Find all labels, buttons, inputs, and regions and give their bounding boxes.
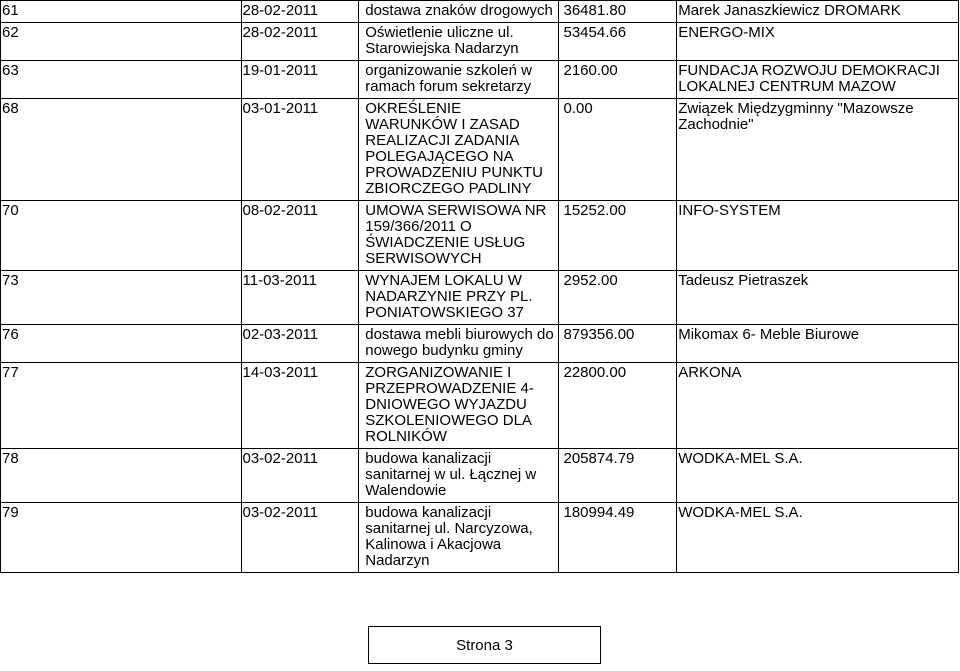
amount-cell: 2160.00 xyxy=(559,61,677,99)
date-cell: 14-03-2011 xyxy=(241,363,359,449)
date-cell: 28-02-2011 xyxy=(241,23,359,61)
contractor-cell: Marek Janaszkiewicz DROMARK xyxy=(677,1,959,23)
date-cell: 19-01-2011 xyxy=(241,61,359,99)
row-number-cell: 77 xyxy=(1,363,242,449)
subject-cell: OKREŚLENIE WARUNKÓW I ZASAD REALIZACJI ZADANIA POLEGAJĄCEGO NA PROWADZENIU PUNKTU ZBIORCZEGO PADLINY xyxy=(359,99,559,201)
date-cell: 03-02-2011 xyxy=(241,449,359,503)
subject-cell: budowa kanalizacji sanitarnej w ul. Łącznej w Walendowie xyxy=(359,449,559,503)
row-number-cell: 63 xyxy=(1,61,242,99)
contractor-cell: Związek Międzygminny "Mazowsze Zachodnie" xyxy=(677,99,959,201)
table-row xyxy=(1,503,959,573)
amount-cell: 205874.79 xyxy=(559,449,677,503)
contractor-cell: INFO-SYSTEM xyxy=(677,201,959,271)
date-cell: 03-02-2011 xyxy=(241,503,359,573)
amount-cell: 53454.66 xyxy=(559,23,677,61)
subject-cell: ZORGANIZOWANIE I PRZEPROWADZENIE 4-DNIOWEGO WYJAZDU SZKOLENIOWEGO DLA ROLNIKÓW xyxy=(359,363,559,449)
row-number-cell: 73 xyxy=(1,271,242,325)
date-cell: 03-01-2011 xyxy=(241,99,359,201)
table-row xyxy=(1,449,959,503)
row-number-cell: 62 xyxy=(1,23,242,61)
contractor-cell: WODKA-MEL S.A. xyxy=(677,449,959,503)
row-number-cell: 70 xyxy=(1,201,242,271)
row-number-cell: 76 xyxy=(1,325,242,363)
row-number-cell: 61 xyxy=(1,1,242,23)
table-row xyxy=(1,325,959,363)
amount-cell: 879356.00 xyxy=(559,325,677,363)
date-cell: 11-03-2011 xyxy=(241,271,359,325)
row-number-cell: 68 xyxy=(1,99,242,201)
subject-cell: dostawa znaków drogowych xyxy=(359,1,559,23)
date-cell: 28-02-2011 xyxy=(241,1,359,23)
amount-cell: 15252.00 xyxy=(559,201,677,271)
row-number-cell: 79 xyxy=(1,503,242,573)
amount-cell: 36481.80 xyxy=(559,1,677,23)
subject-cell: organizowanie szkoleń w ramach forum sekretarzy xyxy=(359,61,559,99)
contractor-cell: FUNDACJA ROZWOJU DEMOKRACJI LOKALNEJ CENTRUM MAZOW xyxy=(677,61,959,99)
table-row xyxy=(1,201,959,271)
contracts-table-body xyxy=(1,1,959,573)
subject-cell: dostawa mebli biurowych do nowego budynku gminy xyxy=(359,325,559,363)
subject-cell: UMOWA SERWISOWA NR 159/366/2011 O ŚWIADCZENIE USŁUG SERWISOWYCH xyxy=(359,201,559,271)
amount-cell: 2952.00 xyxy=(559,271,677,325)
contractor-cell: Mikomax 6- Meble Biurowe xyxy=(677,325,959,363)
amount-cell: 180994.49 xyxy=(559,503,677,573)
table-row xyxy=(1,271,959,325)
subject-cell: budowa kanalizacji sanitarnej ul. Narcyzowa, Kalinowa i Akacjowa Nadarzyn xyxy=(359,503,559,573)
subject-cell: Oświetlenie uliczne ul. Starowiejska Nadarzyn xyxy=(359,23,559,61)
page-footer xyxy=(368,626,601,664)
date-cell: 08-02-2011 xyxy=(241,201,359,271)
row-number-cell: 78 xyxy=(1,449,242,503)
amount-cell: 22800.00 xyxy=(559,363,677,449)
table-row xyxy=(1,1,959,23)
amount-cell: 0.00 xyxy=(559,99,677,201)
contractor-cell: Tadeusz Pietraszek xyxy=(677,271,959,325)
contractor-cell: ARKONA xyxy=(677,363,959,449)
page-number-label: Strona 3 xyxy=(456,637,513,654)
table-row xyxy=(1,99,959,201)
table-row xyxy=(1,61,959,99)
contractor-cell: WODKA-MEL S.A. xyxy=(677,503,959,573)
date-cell: 02-03-2011 xyxy=(241,325,359,363)
subject-cell: WYNAJEM LOKALU W NADARZYNIE PRZY PL. PONIATOWSKIEGO 37 xyxy=(359,271,559,325)
table-row xyxy=(1,363,959,449)
table-row xyxy=(1,23,959,61)
contractor-cell: ENERGO-MIX xyxy=(677,23,959,61)
